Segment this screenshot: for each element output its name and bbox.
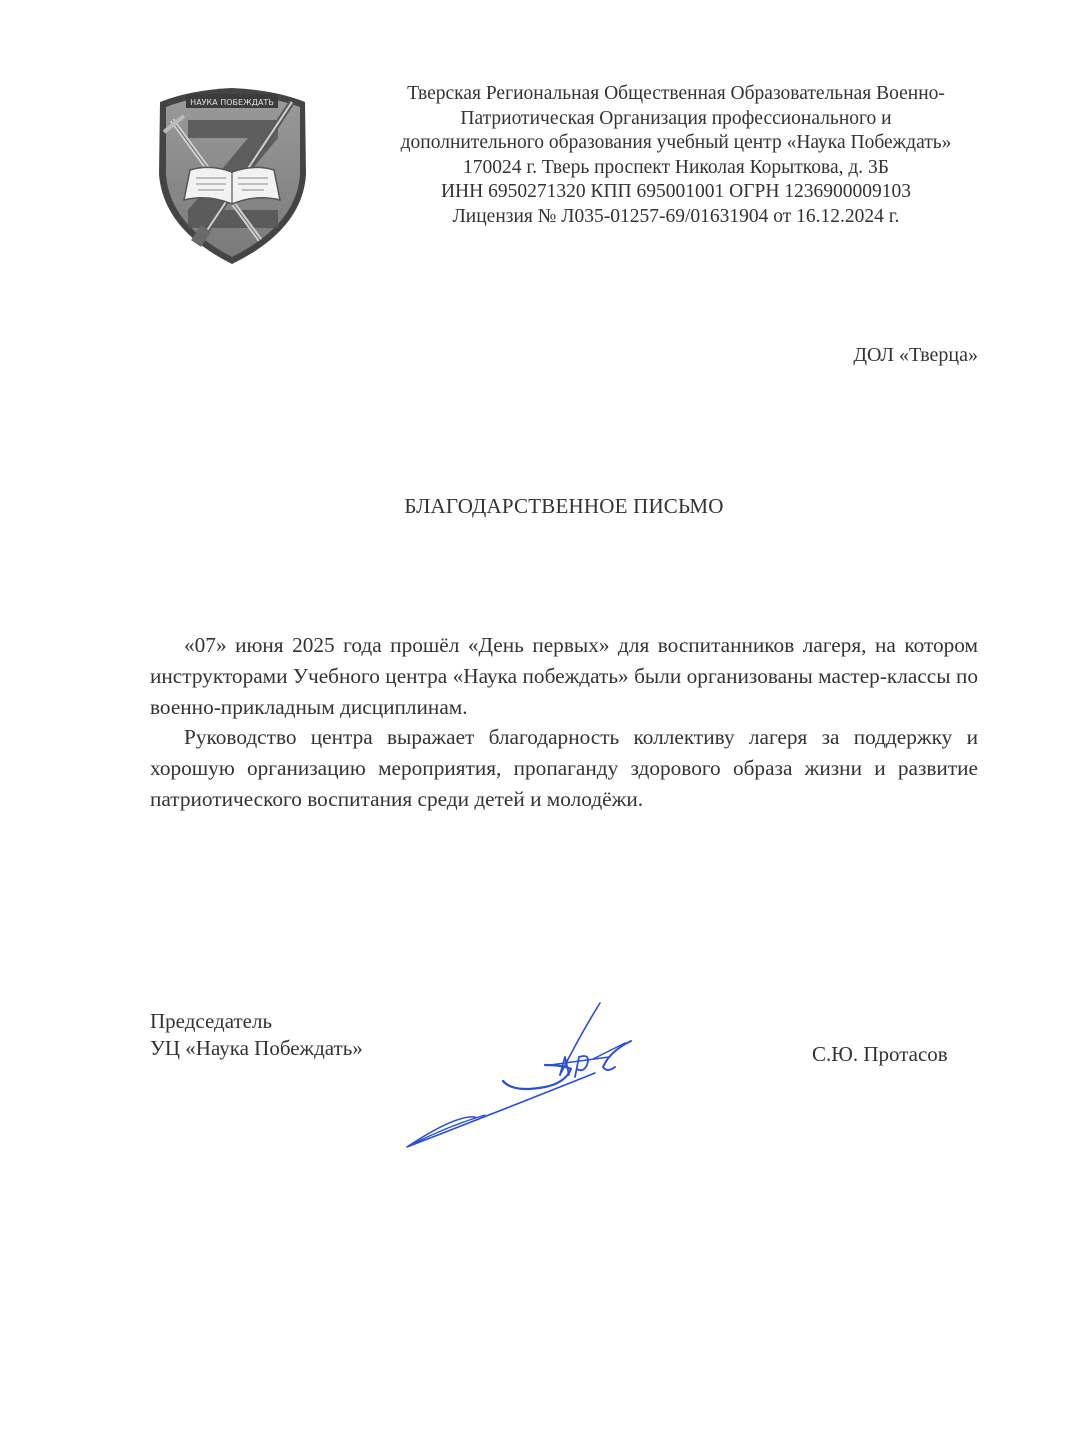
handwritten-signature bbox=[395, 995, 640, 1155]
signatory-position bbox=[150, 1008, 363, 1062]
position-organization: УЦ «Наука Побеждать» bbox=[150, 1036, 363, 1060]
header-line-license: Лицензия № Л035-01257-69/01631904 от 16.12.2024 г. bbox=[452, 205, 900, 227]
body-paragraph: Руководство центра выражает благодарность коллективу лагеря за поддержку и хорошую организацию мероприятия, пропаганду здорового образа жизни и развитие патриотического воспитания среди детей и молодёжи. bbox=[150, 725, 978, 811]
header-line-address: 170024 г. Тверь проспект Николая Корыткова, д. 3Б bbox=[462, 156, 889, 178]
header-line: Тверская Региональная Общественная Образовательная Военно- bbox=[407, 83, 945, 104]
body-paragraph: «07» июня 2025 года прошёл «День первых» для воспитанников лагеря, на котором инструкторами Учебного центра «Наука побеждать» были организованы мастер-классы по военно-прикладным дисциплинам. bbox=[150, 633, 978, 719]
svg-text:НАУКА ПОБЕЖДАТЬ: НАУКА ПОБЕЖДАТЬ bbox=[190, 98, 274, 107]
organization-header bbox=[362, 82, 990, 230]
org-emblem-logo bbox=[150, 80, 315, 270]
header-line: Патриотическая Организация профессионального и bbox=[460, 107, 892, 129]
document-title: БЛАГОДАРСТВЕННОЕ ПИСЬМО bbox=[404, 494, 724, 518]
header-line: дополнительного образования учебный центр «Наука Побеждать» bbox=[400, 132, 952, 154]
recipient: ДОЛ «Тверца» bbox=[853, 344, 978, 366]
header-line-requisites: ИНН 6950271320 КПП 695001001 ОГРН 1236900009103 bbox=[440, 181, 912, 203]
letter-body bbox=[150, 630, 978, 815]
position-title: Председатель bbox=[150, 1009, 273, 1033]
signatory-name: С.Ю. Протасов bbox=[812, 1042, 948, 1066]
